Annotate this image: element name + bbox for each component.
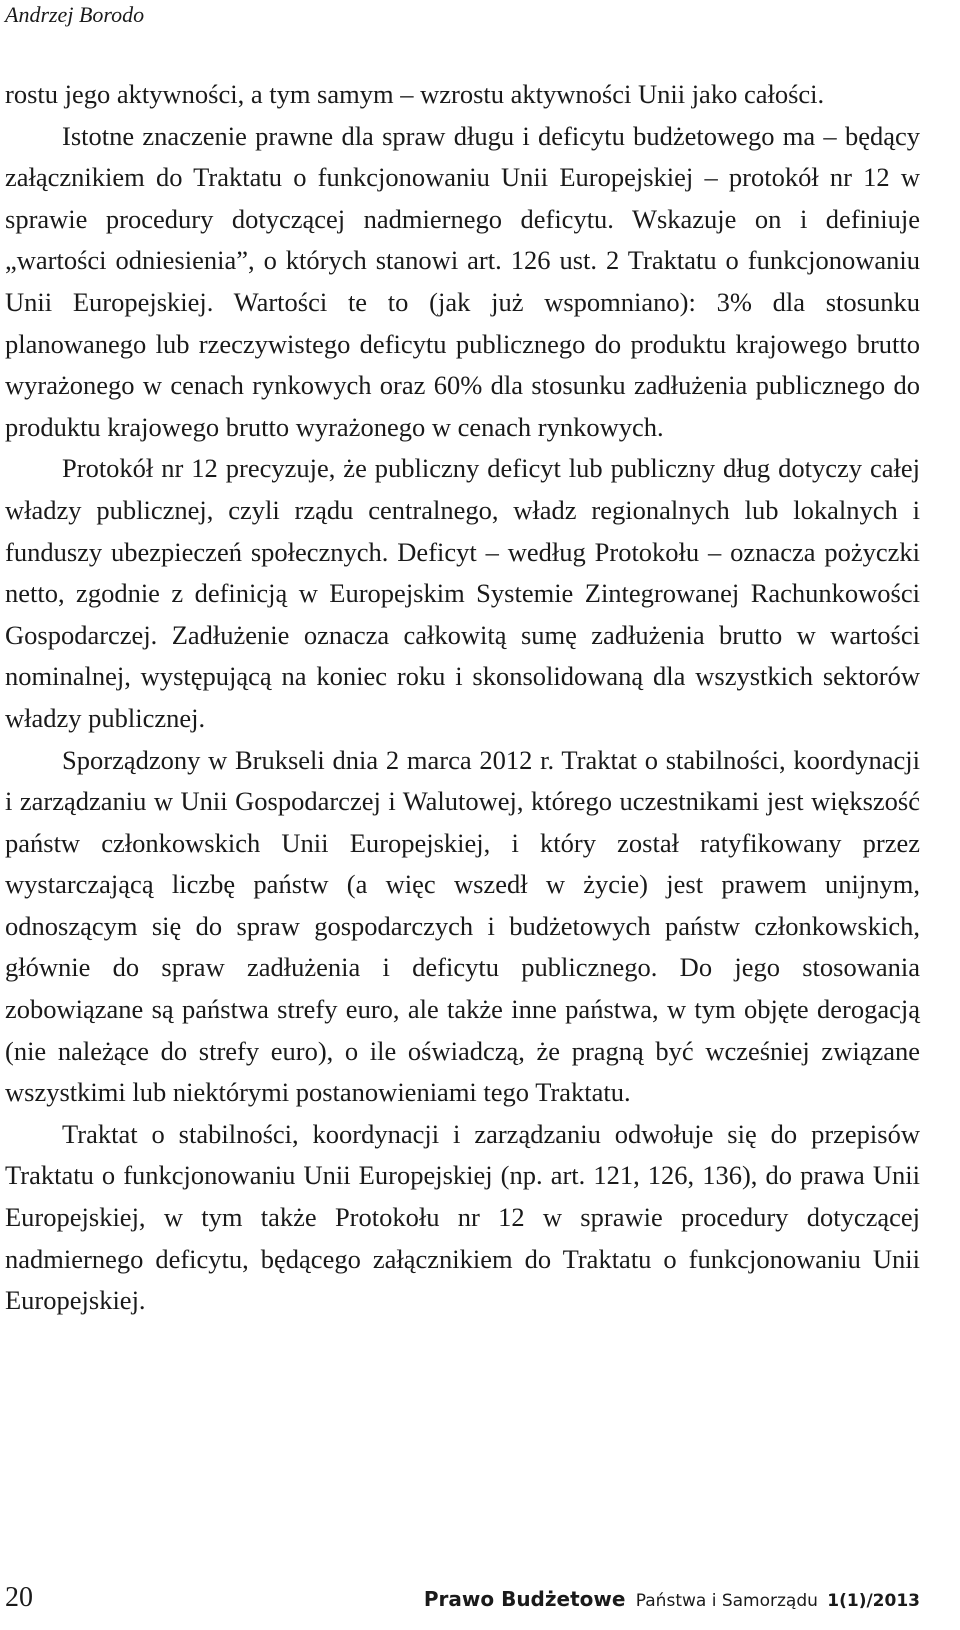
paragraph-fiscal-treaty: Sporządzony w Brukseli dnia 2 marca 2012 r. Traktat o stabilności, koordynacji i zarządzaniu w Unii Gospodarczej i Walutowej, którego uczestnikami jest większość państw członkowskich Unii Europejskiej, i który został ratyfikowany przez wystarczającą liczbę państw (a więc wszedł w życie) jest prawem unijnym, odnoszącym się do spraw gospodarczych i budżetowych państw członkowskich, głównie do spraw zadłużenia i deficytu publicznego. Do jego stosowania zobowiązane są państwa strefy euro, ale także inne państwa, w tym objęte derogacją (nie należące do strefy euro), o ile oświadczą, że pragną być wcześniej związane wszystkimi lub niektórymi postanowieniami tego Traktatu. <box>5 744 920 1108</box>
paragraph-protocol-12: Istotne znaczenie prawne dla spraw długu i deficytu budżetowego ma – będący załącznikiem do Traktatu o funkcjonowaniu Unii Europejskiej – protokół nr 12 w sprawie procedury dotyczącej nadmiernego deficytu. Wskazuje on i definiuje „wartości odniesienia”, o których stanowi art. 126 ust. 2 Traktatu o funkcjonowaniu Unii Europejskiej. Wartości te to (jak już wspomniano): 3% dla stosunku planowanego lub rzeczywistego deficytu publicznego do produktu krajowego brutto wyrażonego w cenach rynkowych oraz 60% dla stosunku zadłużenia publicznego do produktu krajowego brutto wyrażonego w cenach rynkowych. <box>5 120 920 442</box>
article-body <box>5 74 920 1322</box>
paragraph-treaty-references: Traktat o stabilności, koordynacji i zarządzaniu odwołuje się do przepisów Traktatu o funkcjonowaniu Unii Europejskiej (np. art. 121, 126, 136), do prawa Unii Europejskiej, w tym także Protokołu nr 12 w sprawie procedury dotyczącej nadmiernego deficytu, będącego załącznikiem do Traktatu o funkcjonowaniu Unii Europejskiej. <box>5 1118 920 1316</box>
journal-issue: 1(1)/2013 <box>827 1591 920 1611</box>
page-number: 20 <box>5 1582 33 1613</box>
page-footer <box>0 1580 960 1620</box>
running-head-author: Andrzej Borodo <box>5 2 145 27</box>
journal-name <box>424 1584 920 1616</box>
journal-subtitle: Państwa i Samorządu <box>635 1591 818 1611</box>
paragraph-continuation: rostu jego aktywności, a tym samym – wzrostu aktywności Unii jako całości. <box>5 79 825 109</box>
paragraph-protocol-definitions: Protokół nr 12 precyzuje, że publiczny deficyt lub publiczny dług dotyczy całej władzy publicznej, czyli rządu centralnego, władz regionalnych lub lokalnych i funduszy ubezpieczeń społecznych. Deficyt – według Protokołu – oznacza pożyczki netto, zgodnie z definicją w Europejskim Systemie Zintegrowanej Rachunkowości Gospodarczej. Zadłużenie oznacza całkowitą sumę zadłużenia brutto w wartości nominalnej, występującą na koniec roku i skonsolidowaną dla wszystkich sektorów władzy publicznej. <box>5 453 920 733</box>
journal-title: Prawo Budżetowe <box>423 1587 626 1611</box>
